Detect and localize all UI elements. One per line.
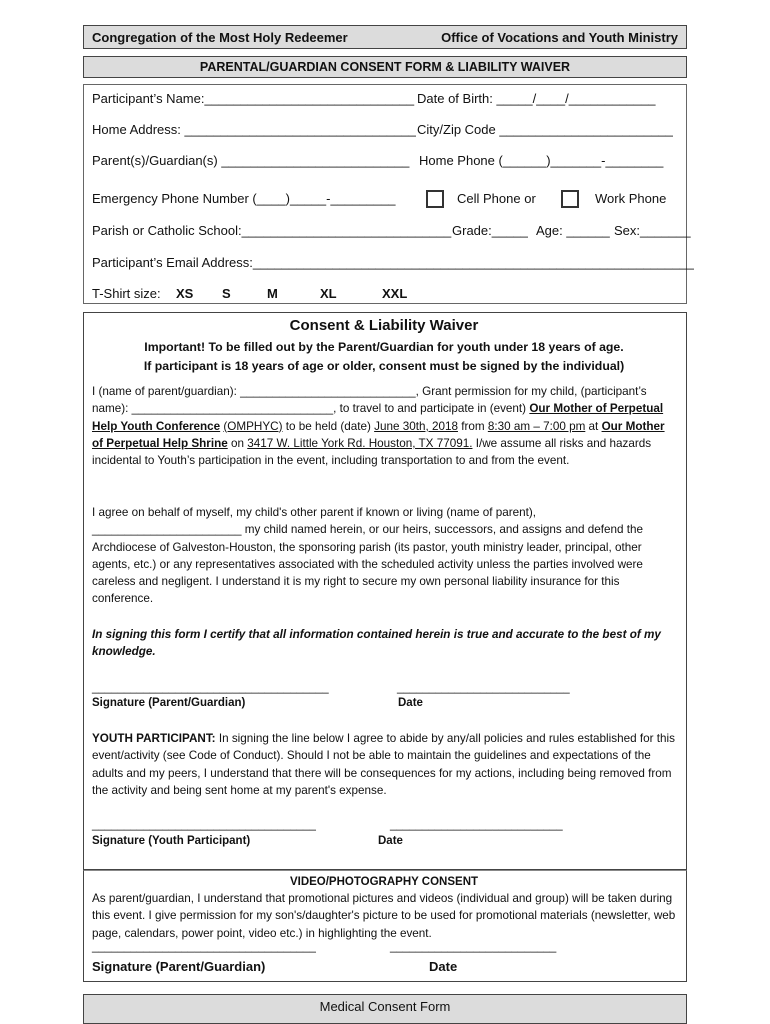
header-office: Office of Vocations and Youth Ministry [441, 30, 678, 45]
video-consent-title: VIDEO/PHOTOGRAPHY CONSENT [289, 876, 479, 888]
home-address-field[interactable]: Home Address: ________________________________ [92, 122, 416, 137]
city-zip-field[interactable]: City/Zip Code ________________________ [417, 122, 673, 137]
tshirt-size-s[interactable]: S [222, 286, 231, 301]
parent-date-line[interactable]: ___________________________ [397, 682, 570, 694]
event-date: June 30th, 2018 [374, 419, 458, 433]
tshirt-size-xxl[interactable]: XXL [382, 286, 408, 301]
video-date-line[interactable]: __________________________ [390, 941, 557, 953]
consent-waiver-section [83, 312, 687, 870]
work-phone-checkbox[interactable] [561, 190, 579, 208]
age-field[interactable]: Age: ______ [536, 223, 610, 238]
grade-field[interactable]: Grade:_____ [452, 223, 528, 238]
video-consent-section [83, 870, 687, 982]
youth-signature-line[interactable]: ___________________________________ [92, 819, 316, 831]
emergency-phone-field[interactable]: Emergency Phone Number (____)_____-_________ [92, 191, 396, 206]
parent-signature-label: Signature (Parent/Guardian) [92, 697, 246, 709]
event-location: Our Mother of Perpetual Help Shrine [92, 419, 665, 450]
waiver-important-line1: Important! To be filled out by the Parent/Guardian for youth under 18 years of age. [144, 340, 624, 354]
video-signature-line[interactable]: ___________________________________ [92, 941, 316, 953]
parents-field[interactable]: Parent(s)/Guardian(s) __________________________ [92, 153, 410, 168]
certify-statement: In signing this form I certify that all information contained herein is true and accurate to the best of my knowledge. [92, 628, 661, 659]
email-field[interactable]: Participant’s Email Address:_____________________________________________________________ [92, 255, 694, 270]
cell-phone-label: Cell Phone or [457, 191, 536, 206]
parent-date-label: Date [398, 697, 423, 709]
home-phone-field[interactable]: Home Phone (______)_______-________ [419, 153, 664, 168]
video-signature-label: Signature (Parent/Guardian) [92, 959, 266, 974]
participant-name-field[interactable]: Participant’s Name:_____________________________ [92, 91, 415, 106]
header-bar [83, 25, 687, 49]
event-name: Our Mother of Perpetual Help Youth Conference [92, 402, 664, 433]
dob-field[interactable]: Date of Birth: _____/____/____________ [417, 91, 656, 106]
header-organization: Congregation of the Most Holy Redeemer [92, 30, 348, 45]
waiver-important-line2: If participant is 18 years of age or older, consent must be signed by the individual) [143, 359, 625, 373]
medical-consent-title: Medical Consent Form [319, 999, 451, 1014]
event-address: 3417 W. Little York Rd. Houston, TX 77091. [247, 436, 473, 450]
parent-signature-line[interactable]: _____________________________________ [92, 682, 329, 694]
tshirt-size-label: T-Shirt size: [92, 286, 161, 301]
video-consent-text: As parent/guardian, I understand that promotional pictures and videos (individual and group) will be taken during this event. I give permission for my son's/daughter's picture to be used for promotional materials (newsletter, web page, calendars, power point, video etc.) in highlighting the event. [92, 892, 676, 940]
tshirt-size-xs[interactable]: XS [176, 286, 194, 301]
tshirt-size-xl[interactable]: XL [320, 286, 337, 301]
form-title: PARENTAL/GUARDIAN CONSENT FORM & LIABILITY WAIVER [83, 56, 687, 78]
youth-participant-paragraph: YOUTH PARTICIPANT: In signing the line below I agree to abide by any/all policies and rules established for this event/activity (see Code of Conduct). Should I not be able to maintain the guidelines and expectations of the adults and my peers, I understand that there will be consequences for my actions, including being removed from the activity and being sent home at my parent's expense. [92, 732, 675, 797]
work-phone-label: Work Phone [595, 191, 667, 206]
youth-date-label: Date [378, 835, 403, 847]
tshirt-size-m[interactable]: M [267, 286, 278, 301]
video-date-label: Date [429, 959, 458, 974]
sex-field[interactable]: Sex:_______ [614, 223, 691, 238]
participant-info-section [83, 84, 694, 304]
parish-field[interactable]: Parish or Catholic School:_____________________________ [92, 223, 452, 238]
waiver-paragraph-permission: I (name of parent/guardian): ___________________________, Grant permission for my child, (participant’s name): _______________________________, to travel to and participate in (event) Our Mother of Perpetual Help Youth Conference (OMPHYC) to be held (date) June 30th, 2018 from 8:30 am – 7:00 pm at Our Mother of Perpetual Help Shrine on 3417 W. Little York Rd. Houston, TX 77091. I/we assume all risks and hazards incidental to Youth’s participation in the event, including transportation to and from the event. [92, 385, 665, 468]
youth-date-line[interactable]: ___________________________ [390, 819, 563, 831]
medical-consent-header [83, 994, 687, 1024]
youth-signature-label: Signature (Youth Participant) [92, 835, 251, 847]
waiver-paragraph-indemnity: I agree on behalf of myself, my child's other parent if known or living (name of parent), _______________________ my child named herein, or our heirs, successors, and assigns and defend the Archdiocese of Galveston-Houston, the sponsoring parish (its pastor, youth ministry leader, principal, other agents, etc.) or any representatives associated with the scheduled activity unless the parties involved were careless and negligent. I understand it is my right to secure my own personal liability insurance for this conference. [92, 506, 643, 606]
event-time: 8:30 am – 7:00 pm [487, 419, 586, 433]
cell-phone-checkbox[interactable] [426, 190, 444, 208]
waiver-title: Consent & Liability Waiver [289, 317, 479, 334]
